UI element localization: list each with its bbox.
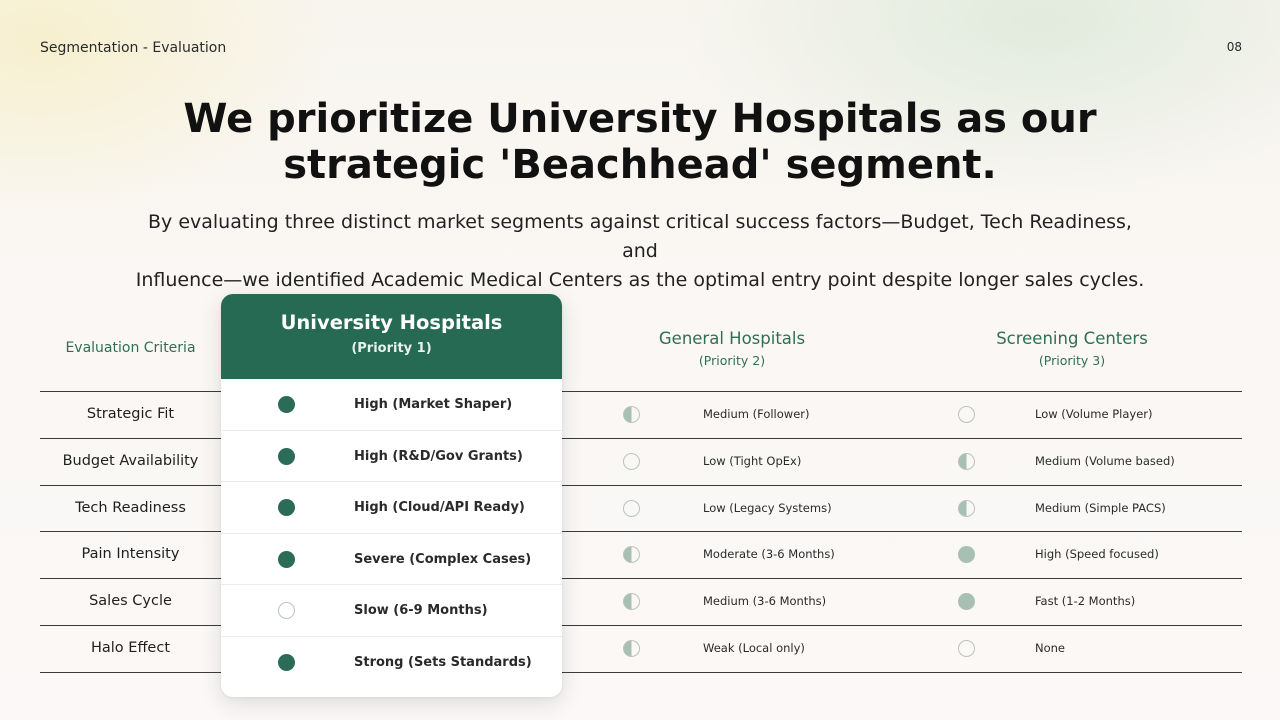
rating-text: None (1035, 641, 1066, 655)
empty-rating-icon (958, 640, 975, 657)
light-rating-icon (958, 546, 975, 563)
rating-text: Low (Tight OpEx) (703, 453, 802, 468)
rating-text: Medium (Simple PACS) (1035, 500, 1166, 515)
title-line-2: strategic 'Beachhead' segment. (283, 142, 997, 188)
criterion-label: Budget Availability (62, 452, 199, 469)
criterion-label: Halo Effect (90, 640, 171, 656)
rating-text: High (Cloud/API Ready) (354, 500, 525, 516)
criteria-header: Evaluation Criteria (65, 340, 196, 356)
half-rating-icon (958, 500, 975, 517)
card-header (221, 294, 562, 379)
full-rating-icon (278, 448, 295, 465)
full-rating-icon (278, 654, 295, 671)
card-row (221, 431, 562, 483)
card-row (221, 379, 562, 431)
criterion-label: Sales Cycle (89, 593, 172, 610)
segment-priority: (Priority 1) (351, 341, 432, 356)
column-header-general-hospitals (612, 328, 852, 368)
rating-text: High (R&D/Gov Grants) (354, 448, 523, 464)
empty-rating-icon (623, 453, 640, 470)
rating-text: Slow (6-9 Months) (354, 603, 488, 619)
subtitle (130, 208, 1150, 295)
card-row (221, 482, 562, 534)
half-rating-icon (958, 453, 975, 470)
card-row (221, 534, 562, 586)
light-rating-icon (958, 593, 975, 610)
page-number: 08 (1226, 40, 1242, 54)
half-rating-icon (623, 546, 640, 563)
criterion-label: Tech Readiness (75, 499, 186, 516)
segment-name: General Hospitals (658, 329, 806, 348)
rating-text: Fast (1-2 Months) (1035, 594, 1136, 609)
subtitle-line-2: Influence—we identified Academic Medical Centers as the optimal entry point despite longer sales cycles. (135, 269, 1145, 291)
segment-name: Screening Centers (996, 329, 1148, 348)
segment-priority: (Priority 3) (1038, 353, 1106, 368)
full-rating-icon (278, 551, 295, 568)
rating-text: Low (Legacy Systems) (703, 500, 832, 515)
half-rating-icon (623, 640, 640, 657)
empty-rating-icon (278, 602, 295, 619)
rating-text: Strong (Sets Standards) (354, 654, 532, 670)
card-row (221, 637, 562, 689)
column-header-screening-centers (952, 328, 1192, 368)
empty-rating-icon (958, 406, 975, 423)
rating-text: Medium (Volume based) (1035, 453, 1175, 468)
title-line-1: We prioritize University Hospitals as our (183, 96, 1097, 142)
segment-name: University Hospitals (280, 311, 503, 334)
card-body (221, 379, 562, 689)
section-label: Segmentation - Evaluation (40, 40, 227, 56)
full-rating-icon (278, 396, 295, 413)
full-rating-icon (278, 499, 295, 516)
rating-text: Severe (Complex Cases) (354, 551, 532, 567)
half-rating-icon (623, 406, 640, 423)
rating-text: Medium (3-6 Months) (703, 594, 827, 609)
criterion-label: Strategic Fit (86, 406, 175, 422)
rating-text: Moderate (3-6 Months) (703, 547, 835, 562)
rating-text: High (Speed focused) (1035, 547, 1159, 562)
rating-text: Low (Volume Player) (1035, 407, 1153, 421)
highlight-card-university-hospitals (221, 294, 562, 697)
half-rating-icon (623, 593, 640, 610)
empty-rating-icon (623, 500, 640, 517)
rating-text: Weak (Local only) (703, 641, 805, 655)
subtitle-line-1: By evaluating three distinct market segments against critical success factors—Budget, Tech Readiness, and (148, 211, 1132, 262)
criterion-label: Pain Intensity (81, 546, 180, 563)
rating-text: High (Market Shaper) (354, 397, 513, 412)
page-title (0, 96, 1280, 188)
rating-text: Medium (Follower) (703, 407, 810, 421)
card-row (221, 585, 562, 637)
segment-priority: (Priority 2) (698, 353, 766, 368)
